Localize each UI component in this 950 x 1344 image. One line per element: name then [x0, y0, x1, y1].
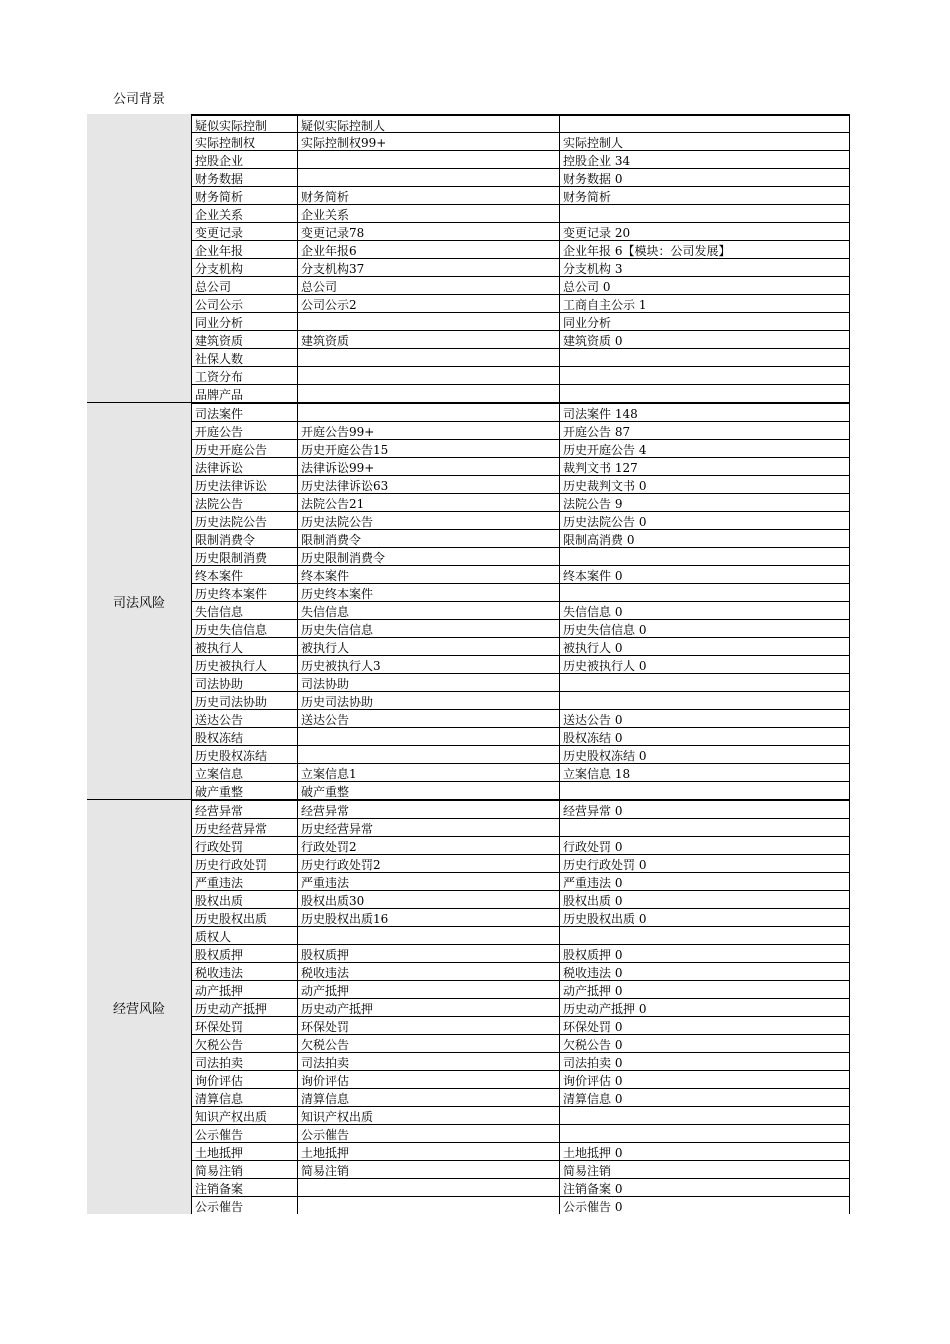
- item-name-cell: 历史限制消费: [191, 548, 297, 565]
- table-row: [191, 1052, 850, 1070]
- category-label: [87, 114, 191, 402]
- table-row: [191, 439, 850, 457]
- source-a-cell: 股权质押: [297, 945, 559, 962]
- item-name-cell: 法院公告: [191, 494, 297, 511]
- source-b-cell: 变更记录 20: [559, 223, 850, 240]
- item-name-cell: 动产抵押: [191, 981, 297, 998]
- source-a-cell: 企业年报6: [297, 241, 559, 258]
- table-row: [191, 1160, 850, 1178]
- source-a-cell: [297, 746, 559, 763]
- source-b-cell: 历史失信信息 0: [559, 620, 850, 637]
- source-b-cell: 历史开庭公告 4: [559, 440, 850, 457]
- source-b-cell: 环保处罚 0: [559, 1017, 850, 1034]
- source-a-cell: 建筑资质: [297, 331, 559, 348]
- item-name-cell: 疑似实际控制: [191, 116, 297, 132]
- table-section: [87, 402, 850, 799]
- source-b-cell: [559, 205, 850, 222]
- item-name-cell: 质权人: [191, 927, 297, 944]
- item-name-cell: 企业年报: [191, 241, 297, 258]
- table-row: [191, 1016, 850, 1034]
- source-a-cell: 历史股权出质16: [297, 909, 559, 926]
- source-a-cell: 严重违法: [297, 873, 559, 890]
- source-a-cell: [297, 313, 559, 330]
- source-b-cell: 历史裁判文书 0: [559, 476, 850, 493]
- source-a-cell: [297, 927, 559, 944]
- item-name-cell: 询价评估: [191, 1071, 297, 1088]
- source-b-cell: 土地抵押 0: [559, 1143, 850, 1160]
- source-b-cell: 失信信息 0: [559, 602, 850, 619]
- table-row: [191, 655, 850, 673]
- source-b-cell: [559, 692, 850, 709]
- item-name-cell: 历史司法协助: [191, 692, 297, 709]
- table-row: [191, 294, 850, 312]
- source-b-cell: [559, 819, 850, 836]
- source-b-cell: 历史行政处罚 0: [559, 855, 850, 872]
- table-row: [191, 944, 850, 962]
- source-b-cell: 股权冻结 0: [559, 728, 850, 745]
- item-name-cell: 历史失信信息: [191, 620, 297, 637]
- table-row: [191, 547, 850, 565]
- table-row: [191, 114, 850, 132]
- item-name-cell: 法律诉讼: [191, 458, 297, 475]
- item-name-cell: 严重违法: [191, 873, 297, 890]
- item-name-cell: 清算信息: [191, 1089, 297, 1106]
- item-name-cell: 税收违法: [191, 963, 297, 980]
- source-a-cell: 历史司法协助: [297, 692, 559, 709]
- source-a-cell: 被执行人: [297, 638, 559, 655]
- item-name-cell: 历史股权冻结: [191, 746, 297, 763]
- source-b-cell: 司法案件 148: [559, 404, 850, 421]
- table-row: [191, 1034, 850, 1052]
- item-name-cell: 土地抵押: [191, 1143, 297, 1160]
- source-a-cell: 简易注销: [297, 1161, 559, 1178]
- item-name-cell: 开庭公告: [191, 422, 297, 439]
- item-name-cell: 变更记录: [191, 223, 297, 240]
- source-a-cell: 知识产权出质: [297, 1107, 559, 1124]
- source-b-cell: 询价评估 0: [559, 1071, 850, 1088]
- item-name-cell: 股权质押: [191, 945, 297, 962]
- table-row: [191, 908, 850, 926]
- source-b-cell: 立案信息 18: [559, 764, 850, 781]
- source-b-cell: 历史动产抵押 0: [559, 999, 850, 1016]
- table-row: [191, 745, 850, 763]
- source-a-cell: 历史法律诉讼63: [297, 476, 559, 493]
- item-name-cell: 财务简析: [191, 187, 297, 204]
- source-a-cell: 动产抵押: [297, 981, 559, 998]
- item-name-cell: 注销备案: [191, 1179, 297, 1196]
- source-a-cell: [297, 151, 559, 168]
- source-b-cell: 企业年报 6【模块：公司发展】: [559, 241, 850, 258]
- item-name-cell: 历史行政处罚: [191, 855, 297, 872]
- item-name-cell: 公司公示: [191, 295, 297, 312]
- item-name-cell: 控股企业: [191, 151, 297, 168]
- source-b-cell: 行政处罚 0: [559, 837, 850, 854]
- company-background-table: [87, 114, 850, 1214]
- table-row: [191, 403, 850, 421]
- source-b-cell: [559, 548, 850, 565]
- source-a-cell: 送达公告: [297, 710, 559, 727]
- table-row: [191, 854, 850, 872]
- source-a-cell: [297, 1179, 559, 1196]
- source-a-cell: [297, 728, 559, 745]
- source-b-cell: 裁判文书 127: [559, 458, 850, 475]
- source-b-cell: [559, 385, 850, 402]
- table-row: [191, 1088, 850, 1106]
- table-section: [87, 799, 850, 1214]
- table-row: [191, 240, 850, 258]
- source-a-cell: 历史行政处罚2: [297, 855, 559, 872]
- source-b-cell: [559, 367, 850, 384]
- item-name-cell: 被执行人: [191, 638, 297, 655]
- source-b-cell: 公示催告 0: [559, 1197, 850, 1214]
- source-a-cell: [297, 385, 559, 402]
- table-section: [87, 114, 850, 402]
- table-row: [191, 781, 850, 799]
- table-row: [191, 998, 850, 1016]
- source-b-cell: [559, 584, 850, 601]
- item-name-cell: 历史开庭公告: [191, 440, 297, 457]
- source-b-cell: 法院公告 9: [559, 494, 850, 511]
- item-name-cell: 同业分析: [191, 313, 297, 330]
- item-name-cell: 历史股权出质: [191, 909, 297, 926]
- source-a-cell: [297, 169, 559, 186]
- source-a-cell: 开庭公告99+: [297, 422, 559, 439]
- source-b-cell: 股权出质 0: [559, 891, 850, 908]
- table-row: [191, 384, 850, 402]
- source-a-cell: 法院公告21: [297, 494, 559, 511]
- table-row: [191, 836, 850, 854]
- item-name-cell: 限制消费令: [191, 530, 297, 547]
- source-a-cell: 历史失信信息: [297, 620, 559, 637]
- table-row: [191, 312, 850, 330]
- source-a-cell: 环保处罚: [297, 1017, 559, 1034]
- source-a-cell: 财务简析: [297, 187, 559, 204]
- table-row: [191, 1070, 850, 1088]
- table-row: [191, 348, 850, 366]
- source-a-cell: 失信信息: [297, 602, 559, 619]
- source-b-cell: 严重违法 0: [559, 873, 850, 890]
- table-row: [191, 709, 850, 727]
- table-row: [191, 1142, 850, 1160]
- item-name-cell: 历史被执行人: [191, 656, 297, 673]
- source-a-cell: 终本案件: [297, 566, 559, 583]
- source-a-cell: 疑似实际控制人: [297, 116, 559, 132]
- item-name-cell: 欠税公告: [191, 1035, 297, 1052]
- table-row: [191, 204, 850, 222]
- source-a-cell: 欠税公告: [297, 1035, 559, 1052]
- source-b-cell: 工商自主公示 1: [559, 295, 850, 312]
- table-row: [191, 222, 850, 240]
- table-row: [191, 818, 850, 836]
- source-a-cell: 公司公示2: [297, 295, 559, 312]
- table-row: [191, 890, 850, 908]
- table-row: [191, 150, 850, 168]
- source-b-cell: 终本案件 0: [559, 566, 850, 583]
- table-row: [191, 619, 850, 637]
- source-a-cell: 历史法院公告: [297, 512, 559, 529]
- item-name-cell: 简易注销: [191, 1161, 297, 1178]
- source-a-cell: 公示催告: [297, 1125, 559, 1142]
- table-row: [191, 493, 850, 511]
- source-b-cell: 税收违法 0: [559, 963, 850, 980]
- item-name-cell: 历史法院公告: [191, 512, 297, 529]
- source-a-cell: [297, 349, 559, 366]
- source-a-cell: 实际控制权99+: [297, 133, 559, 150]
- item-name-cell: 工资分布: [191, 367, 297, 384]
- table-row: [191, 962, 850, 980]
- source-b-cell: 控股企业 34: [559, 151, 850, 168]
- source-b-cell: [559, 1125, 850, 1142]
- table-row: [191, 529, 850, 547]
- item-name-cell: 经营异常: [191, 801, 297, 818]
- table-row: [191, 1106, 850, 1124]
- source-b-cell: [559, 116, 850, 132]
- table-row: [191, 457, 850, 475]
- table-row: [191, 565, 850, 583]
- source-a-cell: 股权出质30: [297, 891, 559, 908]
- page-title: 公司背景: [113, 92, 166, 107]
- source-a-cell: 变更记录78: [297, 223, 559, 240]
- source-a-cell: 历史终本案件: [297, 584, 559, 601]
- table-row: [191, 1178, 850, 1196]
- source-b-cell: 历史股权出质 0: [559, 909, 850, 926]
- source-a-cell: 历史开庭公告15: [297, 440, 559, 457]
- item-name-cell: 历史经营异常: [191, 819, 297, 836]
- table-row: [191, 727, 850, 745]
- table-row: [191, 276, 850, 294]
- table-row: [191, 1124, 850, 1142]
- source-b-cell: 历史股权冻结 0: [559, 746, 850, 763]
- category-label: 经营风险: [87, 800, 191, 1214]
- table-row: [191, 186, 850, 204]
- source-b-cell: 总公司 0: [559, 277, 850, 294]
- table-row: [191, 980, 850, 998]
- table-row: [191, 132, 850, 150]
- table-row: [191, 168, 850, 186]
- item-name-cell: 实际控制权: [191, 133, 297, 150]
- source-b-cell: 清算信息 0: [559, 1089, 850, 1106]
- item-name-cell: 建筑资质: [191, 331, 297, 348]
- source-b-cell: 财务简析: [559, 187, 850, 204]
- item-name-cell: 历史动产抵押: [191, 999, 297, 1016]
- table-row: [191, 926, 850, 944]
- source-b-cell: 建筑资质 0: [559, 331, 850, 348]
- table-row: [191, 366, 850, 384]
- source-b-cell: [559, 1107, 850, 1124]
- table-row: [191, 583, 850, 601]
- item-name-cell: 公示催告: [191, 1125, 297, 1142]
- source-b-cell: 财务数据 0: [559, 169, 850, 186]
- table-row: [191, 872, 850, 890]
- source-a-cell: 司法协助: [297, 674, 559, 691]
- table-row: [191, 800, 850, 818]
- source-a-cell: 限制消费令: [297, 530, 559, 547]
- item-name-cell: 司法协助: [191, 674, 297, 691]
- source-b-cell: 分支机构 3: [559, 259, 850, 276]
- table-row: [191, 511, 850, 529]
- table-row: [191, 691, 850, 709]
- item-name-cell: 送达公告: [191, 710, 297, 727]
- source-b-cell: 历史法院公告 0: [559, 512, 850, 529]
- source-b-cell: 开庭公告 87: [559, 422, 850, 439]
- source-a-cell: 经营异常: [297, 801, 559, 818]
- source-b-cell: 简易注销: [559, 1161, 850, 1178]
- source-b-cell: 被执行人 0: [559, 638, 850, 655]
- table-row: [191, 601, 850, 619]
- item-name-cell: 终本案件: [191, 566, 297, 583]
- source-a-cell: [297, 404, 559, 421]
- item-name-cell: 失信信息: [191, 602, 297, 619]
- source-b-cell: [559, 927, 850, 944]
- source-b-cell: 经营异常 0: [559, 801, 850, 818]
- item-name-cell: 公示催告: [191, 1197, 297, 1214]
- item-name-cell: 司法拍卖: [191, 1053, 297, 1070]
- source-a-cell: 破产重整: [297, 782, 559, 799]
- source-a-cell: 企业关系: [297, 205, 559, 222]
- source-b-cell: 实际控制人: [559, 133, 850, 150]
- item-name-cell: 立案信息: [191, 764, 297, 781]
- item-name-cell: 品牌产品: [191, 385, 297, 402]
- source-a-cell: 总公司: [297, 277, 559, 294]
- source-a-cell: 历史动产抵押: [297, 999, 559, 1016]
- source-b-cell: [559, 782, 850, 799]
- source-a-cell: 清算信息: [297, 1089, 559, 1106]
- source-b-cell: 股权质押 0: [559, 945, 850, 962]
- item-name-cell: 历史终本案件: [191, 584, 297, 601]
- source-b-cell: [559, 674, 850, 691]
- item-name-cell: 总公司: [191, 277, 297, 294]
- item-name-cell: 行政处罚: [191, 837, 297, 854]
- item-name-cell: 环保处罚: [191, 1017, 297, 1034]
- source-a-cell: 询价评估: [297, 1071, 559, 1088]
- source-b-cell: 同业分析: [559, 313, 850, 330]
- source-a-cell: 司法拍卖: [297, 1053, 559, 1070]
- source-b-cell: [559, 349, 850, 366]
- source-b-cell: 欠税公告 0: [559, 1035, 850, 1052]
- source-a-cell: 分支机构37: [297, 259, 559, 276]
- source-b-cell: 注销备案 0: [559, 1179, 850, 1196]
- table-row: [191, 421, 850, 439]
- table-row: [191, 330, 850, 348]
- source-b-cell: 历史被执行人 0: [559, 656, 850, 673]
- category-label: 司法风险: [87, 403, 191, 799]
- item-name-cell: 破产重整: [191, 782, 297, 799]
- table-row: [191, 258, 850, 276]
- source-b-cell: 送达公告 0: [559, 710, 850, 727]
- item-name-cell: 财务数据: [191, 169, 297, 186]
- table-row: [191, 1196, 850, 1214]
- item-name-cell: 分支机构: [191, 259, 297, 276]
- item-name-cell: 司法案件: [191, 404, 297, 421]
- source-a-cell: 法律诉讼99+: [297, 458, 559, 475]
- source-a-cell: 历史限制消费令: [297, 548, 559, 565]
- table-row: [191, 673, 850, 691]
- table-row: [191, 763, 850, 781]
- table-row: [191, 475, 850, 493]
- source-a-cell: 历史被执行人3: [297, 656, 559, 673]
- item-name-cell: 股权出质: [191, 891, 297, 908]
- source-a-cell: 土地抵押: [297, 1143, 559, 1160]
- item-name-cell: 企业关系: [191, 205, 297, 222]
- source-a-cell: [297, 1197, 559, 1214]
- source-a-cell: 立案信息1: [297, 764, 559, 781]
- source-a-cell: 历史经营异常: [297, 819, 559, 836]
- source-a-cell: 行政处罚2: [297, 837, 559, 854]
- item-name-cell: 股权冻结: [191, 728, 297, 745]
- source-a-cell: [297, 367, 559, 384]
- source-a-cell: 税收违法: [297, 963, 559, 980]
- source-b-cell: 限制高消费 0: [559, 530, 850, 547]
- item-name-cell: 历史法律诉讼: [191, 476, 297, 493]
- table-row: [191, 637, 850, 655]
- item-name-cell: 社保人数: [191, 349, 297, 366]
- source-b-cell: 动产抵押 0: [559, 981, 850, 998]
- source-b-cell: 司法拍卖 0: [559, 1053, 850, 1070]
- item-name-cell: 知识产权出质: [191, 1107, 297, 1124]
